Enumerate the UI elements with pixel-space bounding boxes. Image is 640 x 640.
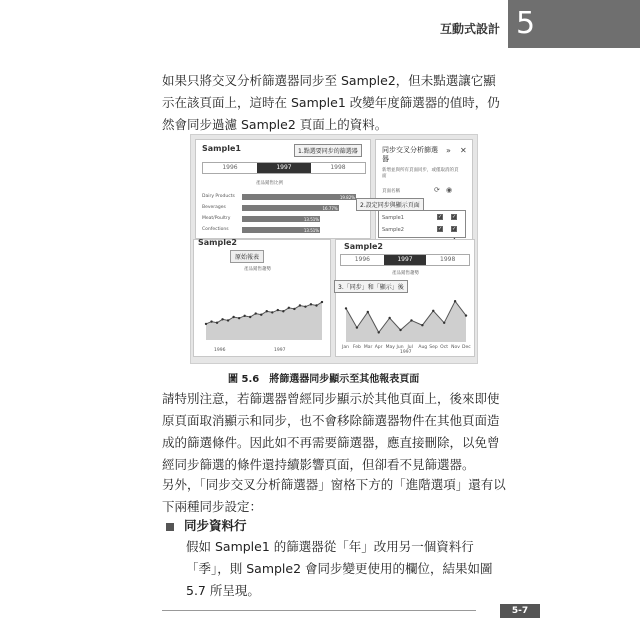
data-point[interactable] — [232, 316, 234, 318]
axis-year-1997-after: 1997 — [400, 350, 412, 355]
bar-row — [242, 216, 366, 222]
data-point[interactable] — [315, 304, 317, 306]
paragraph-1: 如果只將交叉分析篩選器同步至 Sample2，但未點選讓它顯示在該頁面上，這時在 Sample1 改變年度篩選器的值時，仍然會同步過濾 Sample2 頁面上的資料。 — [162, 73, 500, 132]
data-point[interactable] — [255, 312, 257, 314]
bar-value-label: 13.51% — [303, 228, 320, 233]
sync-check-sample2[interactable]: ✓ — [438, 226, 443, 232]
year-slicer[interactable] — [202, 162, 366, 174]
data-point[interactable] — [388, 317, 390, 319]
year-option-1996[interactable]: 1996 — [222, 164, 238, 171]
bar-row — [242, 205, 366, 211]
data-point[interactable] — [271, 311, 273, 313]
data-point[interactable] — [205, 323, 207, 325]
data-point[interactable] — [421, 324, 423, 326]
sample2-title-after: Sample2 — [344, 242, 383, 251]
sample1-panel — [195, 139, 371, 239]
data-point[interactable] — [432, 310, 434, 312]
bar-chart-title: 產品銷售比例 — [256, 181, 283, 186]
sync-row-sample1: Sample1 — [382, 215, 404, 221]
x-tick-label: May — [385, 345, 395, 350]
year-option-1997[interactable]: 1997 — [257, 163, 311, 173]
data-point[interactable] — [221, 318, 223, 320]
x-tick-label: Feb — [352, 345, 361, 350]
data-point[interactable] — [399, 329, 401, 331]
sample2-title-before: Sample2 — [198, 238, 237, 247]
bar-label: Confections — [202, 227, 229, 232]
expand-icon[interactable]: » — [446, 146, 451, 155]
data-point[interactable] — [277, 309, 279, 311]
data-point[interactable] — [227, 319, 229, 321]
axis-year-1997-before: 1997 — [274, 348, 286, 353]
data-point[interactable] — [293, 308, 295, 310]
paragraph-2: 請特別注意，若篩選器曾經同步顯示於其他頁面上，後來即使原頁面取消顯示和同步，也不會移除篩選器物件在其他頁面造成的篩選條件。因此如不再需要篩選器，應直接刪除，以免曾經同步篩選的條件還持續影響頁面，但卻看不見篩選器。 — [162, 391, 500, 472]
page-name-label: 頁面名稱 — [382, 189, 400, 194]
figure-caption: 圖 5.6 將篩選器同步顯示至其他報表頁面 — [228, 374, 420, 385]
x-tick-label: Jan — [342, 345, 349, 350]
show-check-sample1[interactable]: ✓ — [452, 214, 457, 220]
page-number: 5-7 — [500, 604, 540, 618]
pointer-arrow — [376, 140, 474, 252]
x-tick-label: Aug — [418, 345, 428, 350]
data-point[interactable] — [282, 310, 284, 312]
x-tick-label: Dec — [462, 345, 471, 350]
x-tick-label: Apr — [374, 345, 383, 350]
sync-pane-description: 新增並與所有頁面同步，或僅取消的頁面 — [382, 168, 459, 179]
x-tick-label: Jul — [407, 345, 413, 350]
bar[interactable] — [242, 194, 356, 200]
sample2-panel-after — [335, 239, 475, 357]
line-chart-before — [194, 240, 332, 358]
bar[interactable] — [242, 205, 339, 211]
callout-3: 3.「同步」和「顯示」後 — [334, 280, 408, 293]
x-tick-label: Mar — [363, 345, 373, 350]
sync-icon: ⟳ — [434, 186, 440, 194]
bar-row — [242, 194, 366, 200]
data-point[interactable] — [238, 317, 240, 319]
x-tick-label: Nov — [451, 345, 460, 350]
data-point[interactable] — [249, 316, 251, 318]
sync-pane-title: 同步交叉分析篩選器 — [382, 146, 438, 163]
data-point[interactable] — [266, 310, 268, 312]
data-point[interactable] — [243, 315, 245, 317]
data-point[interactable] — [465, 314, 467, 316]
bar-value-label: 13.51% — [303, 217, 320, 222]
paragraph-3: 另外，「同步交叉分析篩選器」窗格下方的「進階選項」還有以下兩種同步設定： — [162, 477, 506, 514]
bullet-sync-column — [166, 516, 247, 534]
data-point[interactable] — [210, 320, 212, 322]
paragraph-4: 假如 Sample1 的篩選器從「年」改用另一個資料行「季」，則 Sample2 會同步變更使用的欄位，結果如圖 5.7 所呈現。 — [186, 539, 493, 598]
data-point[interactable] — [443, 322, 445, 324]
bar-row — [242, 227, 366, 233]
axis-year-1996: 1996 — [214, 348, 226, 353]
data-point[interactable] — [216, 322, 218, 324]
bullet-label: 同步資料行 — [184, 518, 247, 533]
synced-year-1996[interactable]: 1996 — [354, 256, 370, 263]
figure-5-6 — [190, 134, 478, 364]
data-point[interactable] — [310, 303, 312, 305]
chapter-number: 5 — [516, 6, 536, 41]
area-fill — [206, 302, 322, 340]
data-point[interactable] — [367, 311, 369, 313]
x-tick-label: Sep — [429, 345, 438, 350]
data-point[interactable] — [321, 301, 323, 303]
line-chart-after — [336, 240, 476, 358]
bar-label: Meat/Poultry — [202, 216, 231, 221]
data-point[interactable] — [304, 305, 306, 307]
bar-label: Beverages — [202, 205, 226, 210]
back-to-report-button[interactable]: 原始報表 — [230, 250, 264, 263]
line-chart-title-after: 產品銷售趨勢 — [392, 271, 419, 276]
footer-rule — [162, 610, 476, 611]
data-point[interactable] — [356, 326, 358, 328]
data-point[interactable] — [288, 307, 290, 309]
bar[interactable] — [242, 227, 320, 233]
year-option-1998[interactable]: 1998 — [330, 164, 346, 171]
callout-2: 2.設定同步與顯示頁面 — [356, 198, 424, 211]
chapter-title: 互動式設計 — [440, 22, 501, 36]
synced-year-1997[interactable]: 1997 — [384, 255, 427, 265]
x-tick-label: Jun — [396, 345, 404, 350]
show-check-sample2[interactable]: ✓ — [452, 226, 457, 232]
data-point[interactable] — [299, 304, 301, 306]
bar[interactable] — [242, 216, 320, 222]
sample1-title: Sample1 — [202, 144, 241, 153]
sync-row-sample2: Sample2 — [382, 227, 404, 233]
data-point[interactable] — [260, 314, 262, 316]
sync-check-sample1[interactable]: ✓ — [438, 214, 443, 220]
bar-label: Dairy Products — [202, 194, 235, 199]
data-point[interactable] — [454, 300, 456, 302]
close-icon[interactable]: ✕ — [460, 146, 467, 155]
bullet-square-icon — [166, 523, 174, 531]
callout-1: 1.點選要同步的篩選器 — [294, 144, 362, 157]
bar-value-label: 16.77% — [322, 206, 338, 211]
x-tick-label: Oct — [440, 345, 448, 350]
data-point[interactable] — [378, 331, 380, 333]
sample2-panel-before — [193, 239, 331, 357]
synced-year-1998[interactable]: 1998 — [440, 256, 456, 263]
data-point[interactable] — [410, 319, 412, 321]
eye-icon: ◉ — [446, 186, 453, 194]
area-fill — [346, 301, 466, 342]
data-point[interactable] — [345, 307, 347, 309]
sync-slicers-pane — [360, 139, 473, 251]
bar-value-label: 19.82% — [339, 195, 356, 200]
line-chart-title-before: 產品銷售趨勢 — [244, 267, 271, 272]
